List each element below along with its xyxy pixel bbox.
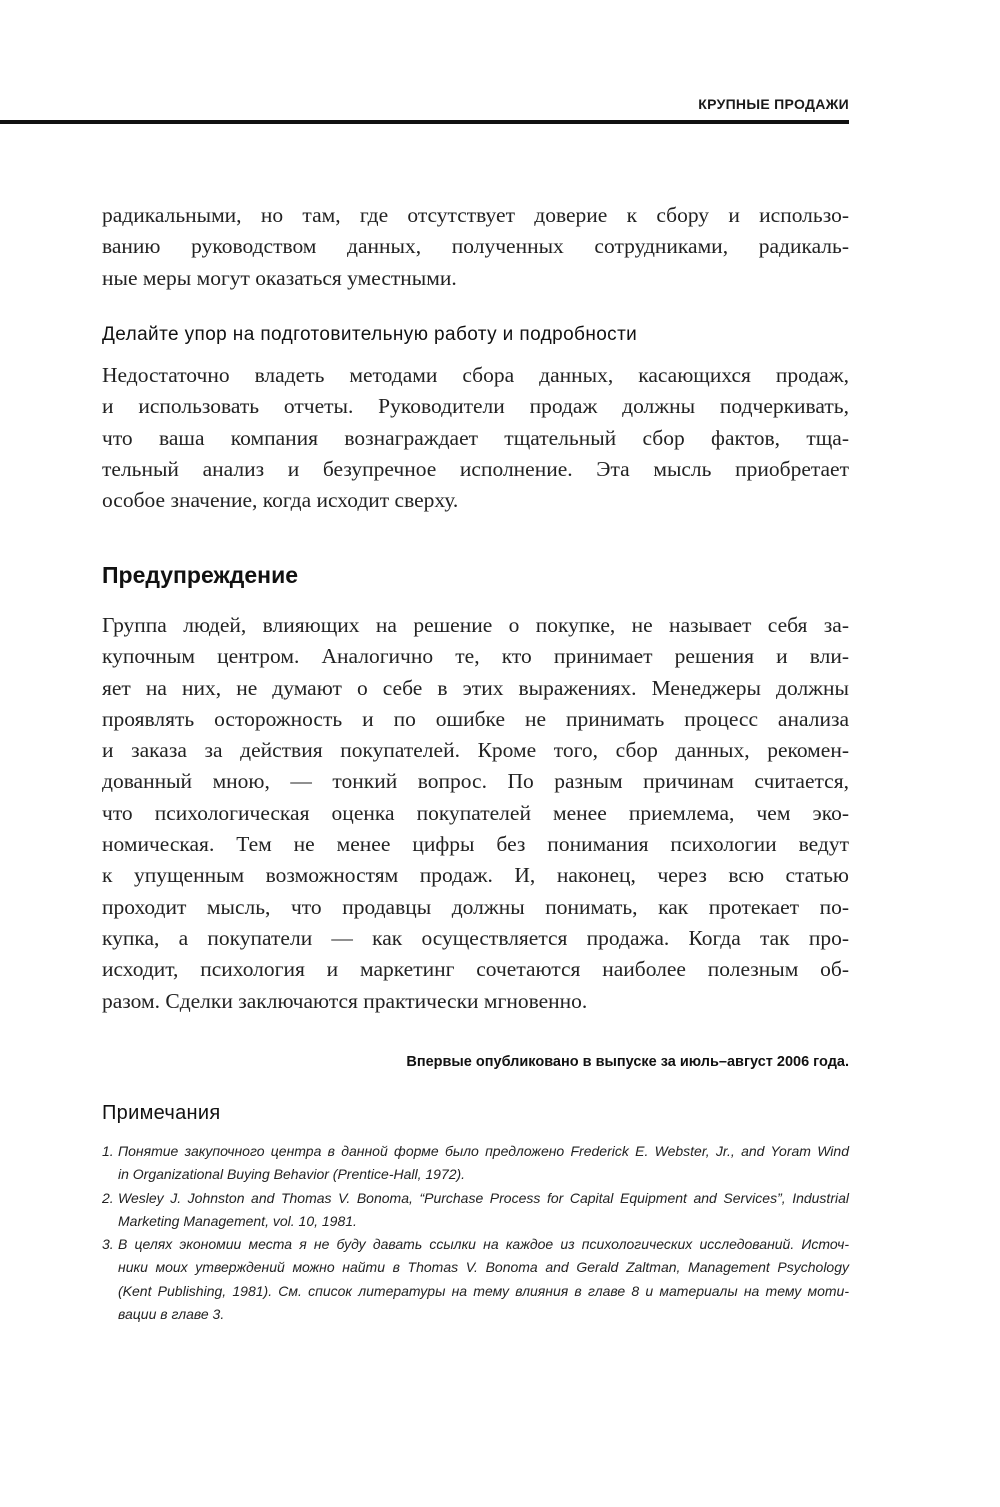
note-number: 2.	[102, 1189, 114, 1206]
text-line: тельный анализ и безупречное исполнение. Эта мысль приобретает	[102, 456, 849, 481]
notes-heading: Примечания	[102, 1102, 221, 1124]
text-line: проявлять осторожность и по ошибке не принимать процесс анализа	[102, 706, 849, 731]
text-line: радикальными, но там, где отсутствует доверие к сбору и использо-	[102, 203, 849, 227]
note-line: Понятие закупочного центра в данной форме было предложено Frederick E. Webster, Jr., and Yoram Wind	[118, 1143, 849, 1159]
text-line: дованный мною, — тонкий вопрос. По разным причинам считается,	[102, 769, 849, 794]
intro-paragraph	[102, 200, 849, 294]
text-line: что психологическая оценка покупателей менее приемлема, чем эко-	[102, 800, 849, 825]
text-line: Группа людей, влияющих на решение о покупке, не называет себя за-	[102, 613, 849, 637]
text-line: Недостаточно владеть методами сбора данных, касающихся продаж,	[102, 363, 849, 387]
text-line: к упущенным возможностям продаж. И, наконец, через всю статью	[102, 863, 849, 888]
text-line: ные меры могут оказаться уместными.	[102, 265, 457, 290]
note-item	[102, 1233, 849, 1326]
notes-list	[102, 1140, 849, 1326]
running-head: КРУПНЫЕ ПРОДАЖИ	[698, 96, 849, 112]
note-line: В целях экономии места я не буду давать ссылки на каждое из психологических исследований. Источ-	[118, 1236, 849, 1253]
note-number: 3.	[102, 1236, 114, 1253]
header-rule	[0, 120, 849, 124]
subsection-paragraph	[102, 360, 849, 516]
warning-paragraph	[102, 610, 849, 1017]
note-line: ники моих утверждений можно найти в Thomas V. Bonoma and Gerald Zaltman, Management Psychology	[118, 1259, 849, 1276]
note-item	[102, 1140, 849, 1187]
text-line: купка, а покупатели — как осуществляется продажа. Когда так про-	[102, 925, 849, 950]
note-number: 1.	[102, 1143, 114, 1159]
text-line: проходит мысль, что продавцы должны понимать, как протекает по-	[102, 894, 849, 919]
text-line: и использовать отчеты. Руководители продаж должны подчеркивать,	[102, 394, 849, 419]
text-line: разом. Сделки заключаются практически мгновенно.	[102, 988, 588, 1013]
text-line: номическая. Тем не менее цифры без понимания психологии ведут	[102, 832, 849, 857]
note-line: Marketing Management, vol. 10, 1981.	[118, 1212, 357, 1229]
text-line: что ваша компания вознаграждает тщательный сбор фактов, тща-	[102, 425, 849, 450]
subsection-heading: Делайте упор на подготовительную работу и подробности	[102, 324, 638, 345]
publication-note: Впервые опубликовано в выпуске за июль–август 2006 года.	[406, 1054, 849, 1070]
note-line: вации в главе 3.	[118, 1306, 225, 1323]
text-line: особое значение, когда исходит сверху.	[102, 488, 459, 513]
section-heading-warning: Предупреждение	[102, 562, 298, 588]
note-line: (Kent Publishing, 1981). См. список литературы на тему влияния в главе 8 и материалы на тему моти-	[118, 1282, 849, 1299]
note-item	[102, 1187, 849, 1234]
text-line: и заказа за действия покупателей. Кроме того, сбор данных, рекомен-	[102, 738, 849, 763]
text-line: купочным центром. Аналогично те, кто принимает решения и вли-	[102, 644, 849, 669]
text-line: ванию руководством данных, полученных сотрудниками, радикаль-	[102, 234, 849, 259]
text-line: исходит, психология и маркетинг сочетаются наиболее полезным об-	[102, 957, 849, 982]
text-line: яет на них, не думают о себе в этих выражениях. Менеджеры должны	[102, 675, 849, 700]
note-line: in Organizational Buying Behavior (Prentice-Hall, 1972).	[118, 1166, 466, 1183]
note-line: Wesley J. Johnston and Thomas V. Bonoma, “Purchase Process for Capital Equipment and Services”, Industrial	[118, 1189, 849, 1206]
